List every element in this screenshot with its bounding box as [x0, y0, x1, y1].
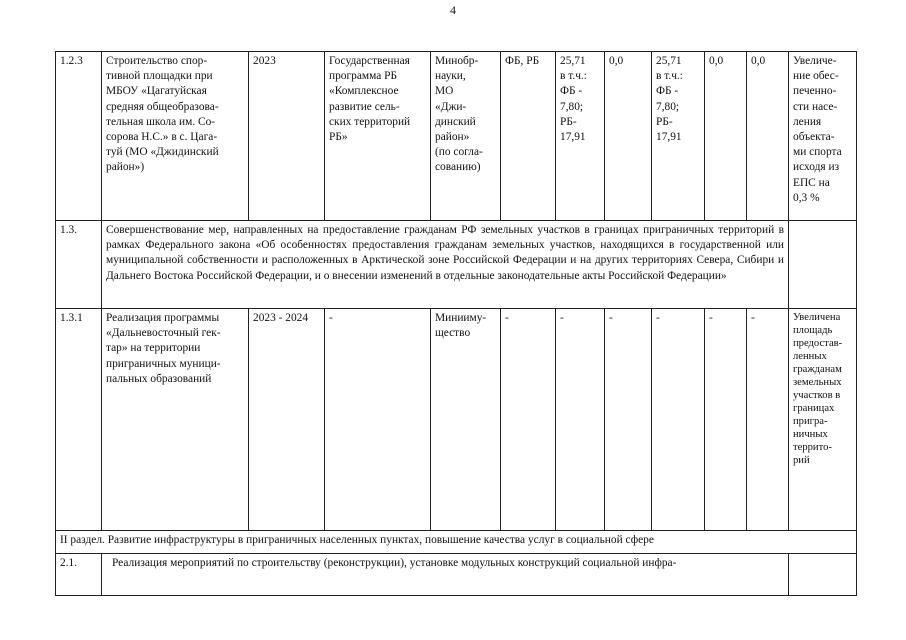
item-funding-source: -	[501, 309, 556, 531]
page-number: 4	[450, 3, 456, 17]
section-heading: II раздел. Развитие инфраструктуры в приграничных населенных пунктах, повышение качества услуг в социальной сфере	[56, 531, 857, 554]
item-value-1: 0,0	[605, 52, 652, 221]
item-year: 2023 - 2024	[249, 309, 325, 531]
item-total: -	[556, 309, 605, 531]
item-description: Совершенствование мер, направленных на предоставление гражданам РФ земельных участков в границах приграничных территорий в рамках Федерального закона «Об особенностях предоставления гражданам земельных участков, находящихся в государственной или муниципальной собственности и расположенных в Арктической зоне Российской Федерации и на других территориях Севера, Сибири и Дальнего Востока Российской Федерации, и о внесении изменений в отдельные законодательные акты Российской Федерации»	[102, 221, 789, 309]
item-result: Увеличе- ние обес- печенно- сти насе- ления объекта- ми спорта исходя из ЕПС на 0,3 %	[789, 52, 857, 221]
item-name: Реализация программы «Дальневосточный гек- тар» на территории приграничных муници- пальных образований	[102, 309, 249, 531]
item-number: 1.2.3	[56, 52, 102, 221]
item-year: 2023	[249, 52, 325, 221]
item-value-4: 0,0	[747, 52, 789, 221]
item-value-2: -	[652, 309, 705, 531]
table-row	[56, 309, 857, 531]
item-description: Реализация мероприятий по строительству (реконструкции), установке модульных конструкций социальной инфра-	[102, 554, 789, 596]
item-program: Государственная программа РБ «Комплексное развитие сель- ских территорий РБ»	[325, 52, 431, 221]
item-value-4: -	[747, 309, 789, 531]
empty-cell	[789, 554, 857, 596]
empty-cell	[789, 221, 857, 309]
table-row	[56, 221, 857, 309]
item-program: -	[325, 309, 431, 531]
item-total: 25,71 в т.ч.: ФБ - 7,80; РБ- 17,91	[556, 52, 605, 221]
item-value-2: 25,71 в т.ч.: ФБ - 7,80; РБ- 17,91	[652, 52, 705, 221]
item-result: Увеличена площадь предостав- ленных гражданам земельных участков в границах пригра- ничных террито- рий	[789, 309, 857, 531]
table-row	[56, 52, 857, 221]
table-row	[56, 554, 857, 596]
item-value-3: -	[705, 309, 747, 531]
item-executor: Минобр- науки, МО «Джи- динский район» (по согла- сованию)	[431, 52, 501, 221]
activities-table	[55, 51, 857, 596]
item-value-3: 0,0	[705, 52, 747, 221]
item-executor: Минииму- щество	[431, 309, 501, 531]
item-funding-source: ФБ, РБ	[501, 52, 556, 221]
item-name: Строительство спор- тивной площадки при МБОУ «Цагатуйская средняя общеобразова- тельная школа им. Со- сорова Н.С.» в с. Цага- туй (МО «Джидинский район»)	[102, 52, 249, 221]
item-number: 1.3.	[56, 221, 102, 309]
table-row	[56, 531, 857, 554]
item-value-1: -	[605, 309, 652, 531]
item-number: 2.1.	[56, 554, 102, 596]
item-number: 1.3.1	[56, 309, 102, 531]
